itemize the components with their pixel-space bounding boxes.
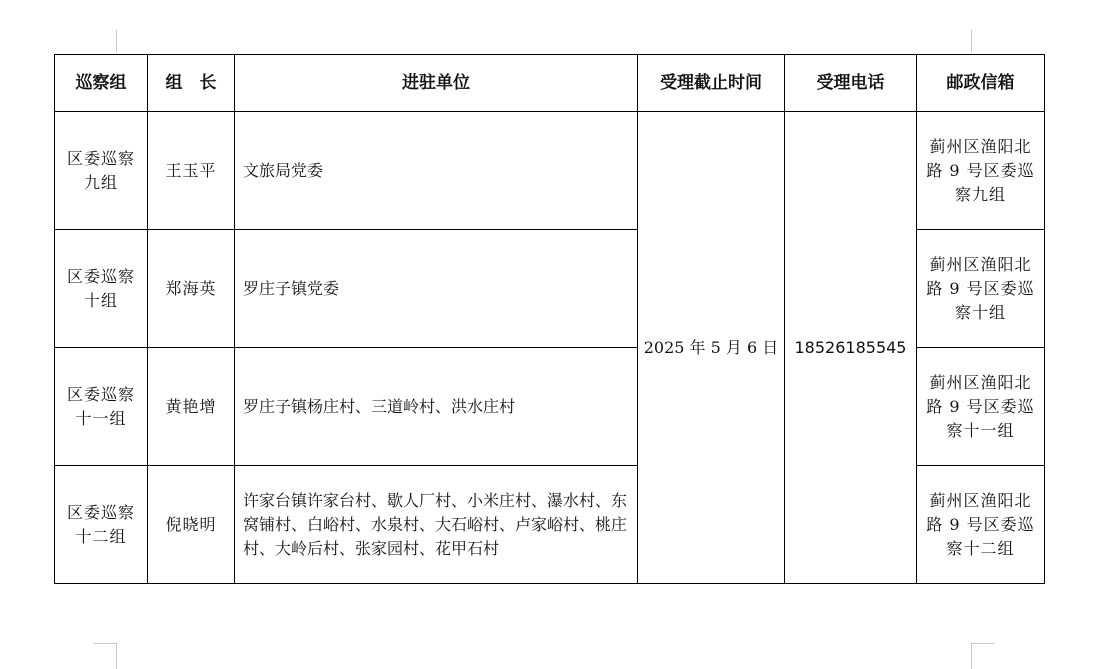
header-deadline: 受理截止时间 bbox=[638, 55, 785, 112]
crop-mark-bottom-left-h bbox=[94, 643, 117, 644]
header-group: 巡察组 bbox=[55, 55, 148, 112]
cell-leader: 黄艳增 bbox=[148, 348, 235, 466]
crop-mark-bottom-right-h bbox=[971, 643, 994, 644]
cell-mailbox: 蓟州区渔阳北路 9 号区委巡察十二组 bbox=[917, 466, 1045, 584]
cell-unit: 文旅局党委 bbox=[235, 112, 638, 230]
crop-mark-bottom-left-v bbox=[116, 643, 117, 669]
cell-unit: 罗庄子镇党委 bbox=[235, 230, 638, 348]
cell-leader: 倪晓明 bbox=[148, 466, 235, 584]
cell-group: 区委巡察十组 bbox=[55, 230, 148, 348]
header-mailbox: 邮政信箱 bbox=[917, 55, 1045, 112]
inspection-table bbox=[54, 54, 1045, 584]
cell-unit: 罗庄子镇杨庄村、三道岭村、洪水庄村 bbox=[235, 348, 638, 466]
cell-mailbox: 蓟州区渔阳北路 9 号区委巡察九组 bbox=[917, 112, 1045, 230]
crop-mark-bottom-right-v bbox=[971, 643, 972, 669]
cell-phone: 18526185545 bbox=[785, 112, 917, 584]
header-leader: 组 长 bbox=[148, 55, 235, 112]
header-row bbox=[55, 55, 1045, 112]
header-unit: 进驻单位 bbox=[235, 55, 638, 112]
cell-unit: 许家台镇许家台村、歇人厂村、小米庄村、瀑水村、东窝铺村、白峪村、水泉村、大石峪村、卢家峪村、桃庄村、大岭后村、张家园村、花甲石村 bbox=[235, 466, 638, 584]
cell-mailbox: 蓟州区渔阳北路 9 号区委巡察十一组 bbox=[917, 348, 1045, 466]
crop-mark-top-right bbox=[971, 30, 972, 52]
cell-group: 区委巡察十一组 bbox=[55, 348, 148, 466]
cell-leader: 郑海英 bbox=[148, 230, 235, 348]
cell-mailbox: 蓟州区渔阳北路 9 号区委巡察十组 bbox=[917, 230, 1045, 348]
crop-mark-top-left bbox=[116, 30, 117, 52]
header-phone: 受理电话 bbox=[785, 55, 917, 112]
cell-leader: 王玉平 bbox=[148, 112, 235, 230]
table-row bbox=[55, 112, 1045, 230]
cell-deadline: 2025 年 5 月 6 日 bbox=[638, 112, 785, 584]
cell-group: 区委巡察十二组 bbox=[55, 466, 148, 584]
cell-group: 区委巡察九组 bbox=[55, 112, 148, 230]
